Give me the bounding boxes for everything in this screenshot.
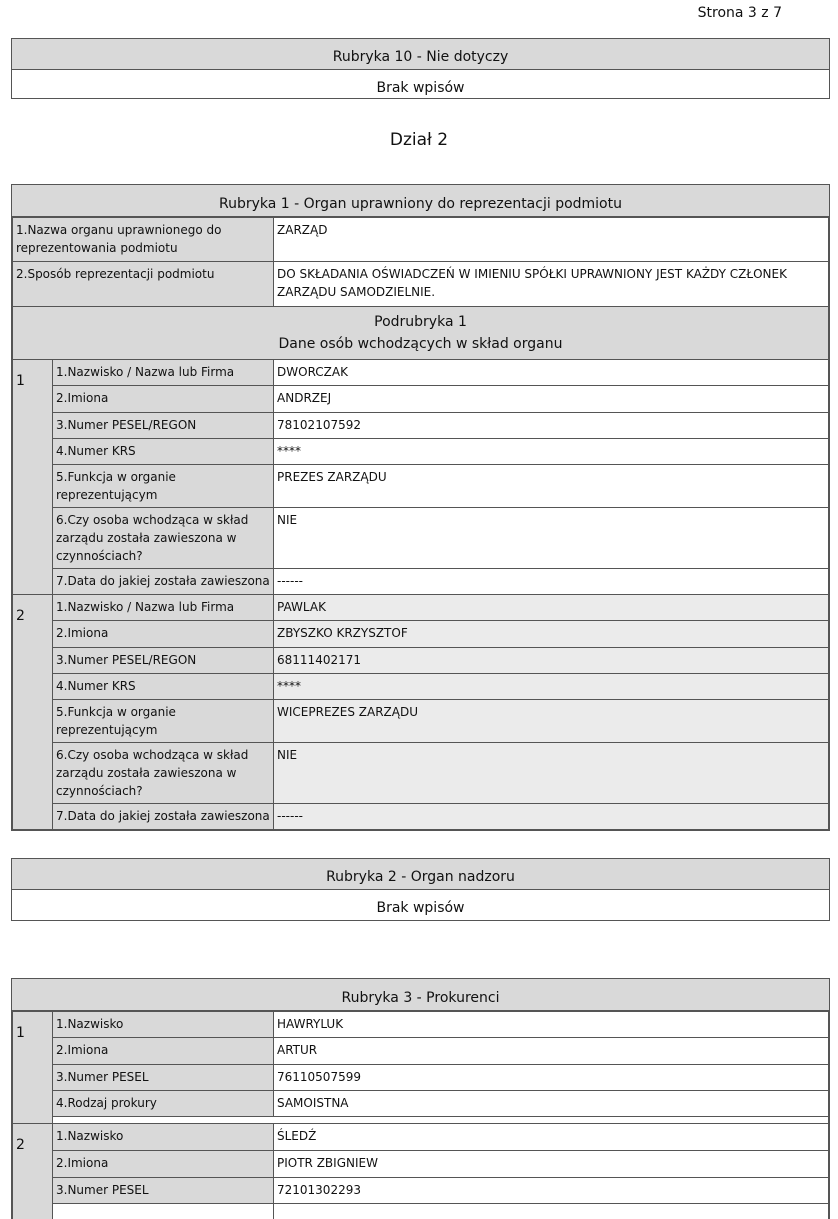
table-row: [13, 218, 829, 262]
rubryka-10-empty: Brak wpisów: [376, 80, 465, 96]
row-label: 2.Imiona: [53, 1151, 274, 1178]
table-row: [13, 1012, 829, 1038]
row-label: 4.Numer KRS: [53, 674, 274, 700]
rubryka-10-section: [11, 38, 830, 99]
rubryka-3-table: [12, 1011, 829, 1219]
row-value: NIE: [274, 743, 829, 804]
table-row: [13, 595, 829, 621]
row-value: PAWLAK: [274, 595, 829, 621]
table-row: [13, 1091, 829, 1117]
table-row: [13, 360, 829, 386]
table-row: [13, 262, 829, 307]
table-row: [13, 508, 829, 569]
table-row-spacer: [13, 1117, 829, 1124]
row-value: DWORCZAK: [274, 360, 829, 386]
row-label: 1.Nazwisko / Nazwa lub Firma: [53, 360, 274, 386]
table-row: [13, 386, 829, 413]
sposob-value: DO SKŁADANIA OŚWIADCZEŃ W IMIENIU SPÓŁKI UPRAWNIONY JEST KAŻDY CZŁONEK ZARZĄDU SAMODZIELNIE.: [274, 262, 829, 307]
organ-label: 1.Nazwa organu uprawnionego do reprezentowania podmiotu: [13, 218, 274, 262]
row-value: NIE: [274, 508, 829, 569]
person-number: 2: [13, 1124, 53, 1219]
table-row: [13, 1178, 829, 1204]
row-label: 2.Imiona: [53, 386, 274, 413]
row-value: SAMOISTNA: [274, 1091, 829, 1117]
table-row: [13, 1065, 829, 1091]
row-value: ****: [274, 674, 829, 700]
row-value: ****: [274, 439, 829, 465]
subrubryka-header: [13, 307, 829, 360]
row-label: 4.Numer KRS: [53, 439, 274, 465]
row-label: 5.Funkcja w organie reprezentującym: [53, 465, 274, 508]
table-row: [13, 621, 829, 648]
row-label: 6.Czy osoba wchodząca w skład zarządu została zawieszona w czynnościach?: [53, 508, 274, 569]
table-row: [13, 1204, 829, 1219]
rubryka-2-section: [11, 858, 830, 921]
table-row: [13, 648, 829, 674]
table-row: [13, 465, 829, 508]
row-label: 7.Data do jakiej została zawieszona: [53, 569, 274, 595]
table-row: [13, 569, 829, 595]
row-label: 2.Imiona: [53, 621, 274, 648]
row-value: 78102107592: [274, 413, 829, 439]
rubryka-1-section: [11, 184, 830, 831]
rubryka-3-title: Rubryka 3 - Prokurenci: [12, 979, 829, 1011]
row-value: PIOTR ZBIGNIEW: [274, 1151, 829, 1178]
row-value: ------: [274, 804, 829, 830]
subrubryka-title: Podrubryka 1: [374, 314, 467, 330]
row-value: ARTUR: [274, 1038, 829, 1065]
person-number: 2: [13, 595, 53, 830]
row-value: WICEPREZES ZARZĄDU: [274, 700, 829, 743]
rubryka-2-empty: Brak wpisów: [376, 900, 465, 916]
row-value: ZBYSZKO KRZYSZTOF: [274, 621, 829, 648]
table-row: [13, 1124, 829, 1151]
organ-value: ZARZĄD: [274, 218, 829, 262]
table-row: [13, 1151, 829, 1178]
row-label: 4.Rodzaj prokury: [53, 1091, 274, 1117]
table-row: [13, 1038, 829, 1065]
table-row: [13, 700, 829, 743]
row-value: PREZES ZARZĄDU: [274, 465, 829, 508]
row-value: HAWRYLUK: [274, 1012, 829, 1038]
person-number: 1: [13, 1012, 53, 1124]
row-value: 72101302293: [274, 1178, 829, 1204]
row-label: 6.Czy osoba wchodząca w skład zarządu została zawieszona w czynnościach?: [53, 743, 274, 804]
rubryka-1-title: Rubryka 1 - Organ uprawniony do reprezentacji podmiotu: [12, 185, 829, 217]
row-label: 3.Numer PESEL: [53, 1065, 274, 1091]
row-label: 5.Funkcja w organie reprezentującym: [53, 700, 274, 743]
rubryka-2-title: Rubryka 2 - Organ nadzoru: [12, 859, 829, 890]
rubryka-3-section: [11, 978, 830, 1219]
page-number: Strona 3 z 7: [697, 5, 782, 21]
row-value: 68111402171: [274, 648, 829, 674]
row-label: 1.Nazwisko: [53, 1124, 274, 1151]
row-value: ŚLEDŹ: [274, 1124, 829, 1151]
person-number: 1: [13, 360, 53, 595]
row-label: 2.Imiona: [53, 1038, 274, 1065]
sposob-label: 2.Sposób reprezentacji podmiotu: [13, 262, 274, 307]
subrubryka-subtitle: Dane osób wchodzących w skład organu: [278, 336, 563, 352]
table-row: [13, 804, 829, 830]
rubryka-10-title: Rubryka 10 - Nie dotyczy: [12, 39, 829, 70]
row-label: 3.Numer PESEL/REGON: [53, 648, 274, 674]
row-value: ------: [274, 569, 829, 595]
table-row: [13, 439, 829, 465]
rubryka-1-table: [12, 217, 829, 830]
table-row: [13, 743, 829, 804]
row-label: 1.Nazwisko: [53, 1012, 274, 1038]
table-row: [13, 413, 829, 439]
row-value: ANDRZEJ: [274, 386, 829, 413]
row-label: 7.Data do jakiej została zawieszona: [53, 804, 274, 830]
row-label: 1.Nazwisko / Nazwa lub Firma: [53, 595, 274, 621]
section-heading: Dział 2: [389, 130, 449, 150]
row-value: 76110507599: [274, 1065, 829, 1091]
row-label: 3.Numer PESEL: [53, 1178, 274, 1204]
row-label: 3.Numer PESEL/REGON: [53, 413, 274, 439]
table-row: [13, 674, 829, 700]
